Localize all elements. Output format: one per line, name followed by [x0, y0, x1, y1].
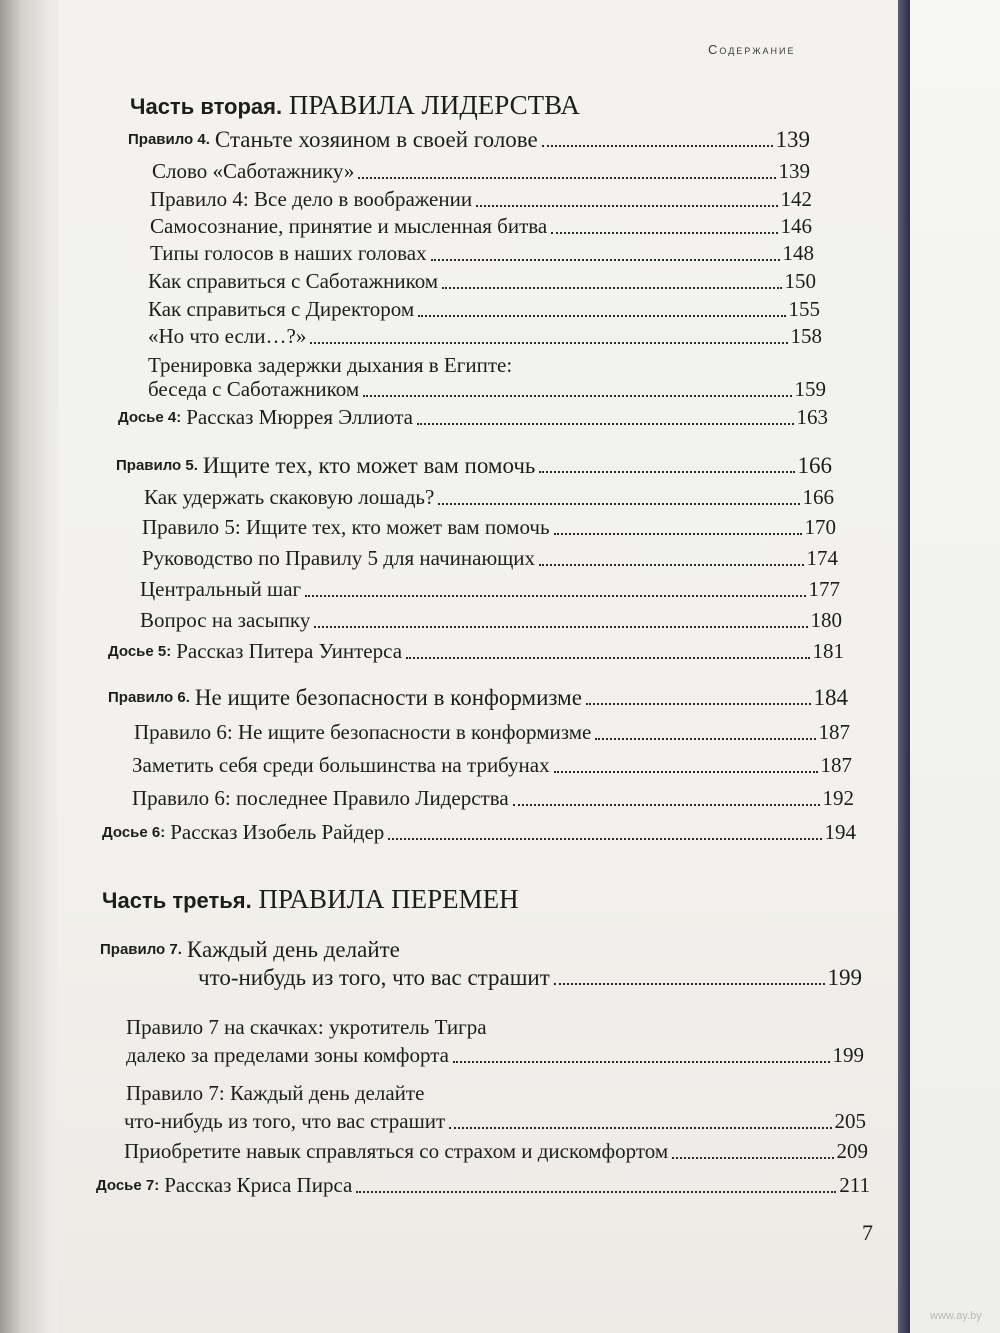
toc-dossier-5[interactable] [108, 638, 844, 665]
dot-leader [356, 1191, 836, 1193]
dot-leader [417, 423, 794, 425]
dot-leader [554, 533, 802, 535]
entry-title: Типы голосов в наших головах [150, 241, 427, 265]
entry-title: Как справиться с Саботажником [148, 269, 439, 293]
entry-title: Рассказ Изобель Райдер [170, 820, 385, 844]
part-label: Часть вторая. [130, 94, 283, 119]
entry-title: Станьте хозяином в своей голове [214, 127, 538, 152]
toc-subentry[interactable] [148, 296, 820, 323]
page-ref: 159 [794, 377, 826, 401]
toc-subentry[interactable] [124, 1138, 868, 1165]
dossier-label: Досье 4: [118, 409, 182, 426]
entry-title: Слово «Саботажнику» [152, 159, 355, 183]
dot-leader [554, 983, 825, 985]
toc-rule-7[interactable] [198, 964, 862, 991]
page-ref: 180 [810, 608, 842, 632]
entry-title: Правило 6: последнее Правило Лидерства [132, 786, 509, 810]
entry-title: Самосознание, принятие и мысленная битва [150, 214, 548, 238]
part-two-heading [130, 90, 580, 121]
page-ref: 187 [820, 753, 852, 777]
dot-leader [406, 657, 809, 659]
page-number: 7 [862, 1220, 873, 1245]
dot-leader [554, 771, 818, 773]
entry-title: что-нибудь из того, что вас страшит [124, 1109, 446, 1133]
page-ref: 177 [808, 577, 840, 601]
entry-title: Правило 6: Не ищите безопасности в конформизме [134, 720, 592, 744]
toc-subentry[interactable] [140, 576, 840, 603]
toc-dossier-7[interactable] [96, 1172, 870, 1199]
page-ref: 184 [813, 685, 848, 710]
dossier-label: Досье 6: [102, 824, 166, 841]
toc-dossier-6[interactable] [102, 819, 856, 846]
dot-leader [431, 259, 780, 261]
entry-title: далеко за пределами зоны комфорта [126, 1043, 449, 1067]
dot-leader [305, 595, 805, 597]
entry-title: Рассказ Мюррея Эллиота [186, 405, 413, 429]
entry-title: «Но что если…?» [148, 324, 307, 348]
dot-leader [449, 1127, 831, 1129]
dot-leader [418, 315, 785, 317]
dot-leader [539, 564, 803, 566]
toc-subentry[interactable] [132, 785, 854, 812]
toc-subentry[interactable] [148, 268, 816, 295]
entry-title: Вопрос на засыпку [140, 608, 311, 632]
entry-title: Как справиться с Директором [148, 297, 415, 321]
entry-title: Правило 5: Ищите тех, кто может вам помочь [142, 515, 550, 539]
toc-subentry[interactable] [126, 1042, 864, 1069]
dot-leader [513, 804, 820, 806]
toc-subentry[interactable] [132, 752, 852, 779]
dot-leader [586, 703, 811, 705]
page-ref: 181 [812, 639, 844, 663]
table-surface [910, 0, 1000, 1333]
part-label: Часть третья. [102, 888, 252, 913]
toc-subentry[interactable] [150, 240, 814, 267]
part-three-heading [102, 884, 519, 915]
dot-leader [595, 738, 815, 740]
page-ref: 166 [797, 453, 832, 478]
page-ref: 192 [822, 786, 854, 810]
page-ref: 194 [824, 820, 856, 844]
entry-title: Правило 4: Все дело в воображении [150, 187, 473, 211]
page-ref: 148 [782, 241, 814, 265]
entry-title-line: Каждый день делайте [186, 937, 400, 962]
page-ref: 166 [802, 485, 834, 509]
dot-leader [672, 1157, 833, 1159]
toc-subentry[interactable] [148, 376, 826, 403]
toc-subentry[interactable] [124, 1108, 866, 1135]
entry-title-line: Правило 7: Каждый день делайте [126, 1081, 425, 1105]
page-ref: 155 [788, 297, 820, 321]
toc-subentry[interactable] [142, 545, 838, 572]
page-ref: 211 [839, 1173, 870, 1197]
page-ref: 163 [796, 405, 828, 429]
toc-rule-4[interactable] [128, 126, 810, 153]
toc-subentry[interactable] [152, 158, 810, 185]
entry-title-line: Правило 7 на скачках: укротитель Тигра [126, 1015, 487, 1039]
page-ref: 139 [775, 127, 810, 152]
toc-subentry[interactable] [148, 323, 822, 350]
entry-title: Приобретите навык справляться со страхом и дискомфортом [124, 1139, 669, 1163]
dot-leader [551, 232, 777, 234]
running-head: Содержание [708, 42, 796, 57]
page-ref: 174 [806, 546, 838, 570]
dot-leader [442, 287, 781, 289]
page-ref: 146 [780, 214, 812, 238]
dot-leader [388, 838, 821, 840]
page-ref: 205 [834, 1109, 866, 1133]
toc-subentry[interactable] [140, 607, 842, 634]
entry-title: беседа с Саботажником [148, 377, 360, 401]
entry-title: Руководство по Правилу 5 для начинающих [142, 546, 536, 570]
rule-label: Правило 4. [128, 131, 210, 148]
rule-label: Правило 5. [116, 457, 198, 474]
toc-subentry[interactable] [150, 213, 812, 240]
entry-title-line: Тренировка задержки дыхания в Египте: [148, 353, 513, 377]
entry-title: Заметить себя среди большинства на трибунах [132, 753, 550, 777]
part-title: ПРАВИЛА ЛИДЕРСТВА [288, 90, 580, 120]
toc-subentry[interactable] [150, 186, 812, 213]
dossier-label: Досье 5: [108, 643, 172, 660]
dot-leader [453, 1061, 830, 1063]
page-ref: 209 [836, 1139, 868, 1163]
dot-leader [438, 503, 799, 505]
entry-title: Рассказ Криса Пирса [164, 1173, 353, 1197]
rule-7-first-line [100, 936, 400, 964]
page-ref: 150 [784, 269, 816, 293]
toc-subentry[interactable] [134, 719, 850, 746]
dot-leader [476, 205, 777, 207]
dot-leader [542, 145, 773, 147]
toc-subentry[interactable] [142, 514, 836, 541]
dot-leader [310, 342, 787, 344]
entry-title: Рассказ Питера Уинтерса [176, 639, 403, 663]
dot-leader [358, 177, 775, 179]
toc-rule-6[interactable] [108, 684, 848, 711]
entry-title: Не ищите безопасности в конформизме [194, 685, 582, 710]
page-ref: 199 [832, 1043, 864, 1067]
part-title: ПРАВИЛА ПЕРЕМЕН [258, 884, 519, 914]
toc-subentry[interactable] [144, 484, 834, 511]
rule-label: Правило 7. [100, 941, 182, 958]
page-ref: 187 [818, 720, 850, 744]
page-ref: 139 [778, 159, 810, 183]
dot-leader [314, 626, 807, 628]
entry-title: Центральный шаг [140, 577, 302, 601]
dossier-label: Досье 7: [96, 1177, 160, 1194]
entry-title: Ищите тех, кто может вам помочь [202, 453, 536, 478]
page-ref: 142 [780, 187, 812, 211]
book-cover-edge [898, 0, 910, 1333]
toc-rule-5[interactable] [116, 452, 832, 479]
book-gutter-shadow [0, 0, 60, 1333]
entry-title: что-нибудь из того, что вас страшит [198, 965, 550, 990]
toc-dossier-4[interactable] [118, 404, 828, 431]
page-ref: 158 [790, 324, 822, 348]
dot-leader [539, 471, 794, 473]
page-ref: 170 [804, 515, 836, 539]
page-ref: 199 [827, 965, 862, 990]
dot-leader [363, 395, 791, 397]
watermark: www.ay.by [930, 1310, 982, 1322]
entry-title: Как удержать скаковую лошадь? [144, 485, 435, 509]
rule-label: Правило 6. [108, 689, 190, 706]
